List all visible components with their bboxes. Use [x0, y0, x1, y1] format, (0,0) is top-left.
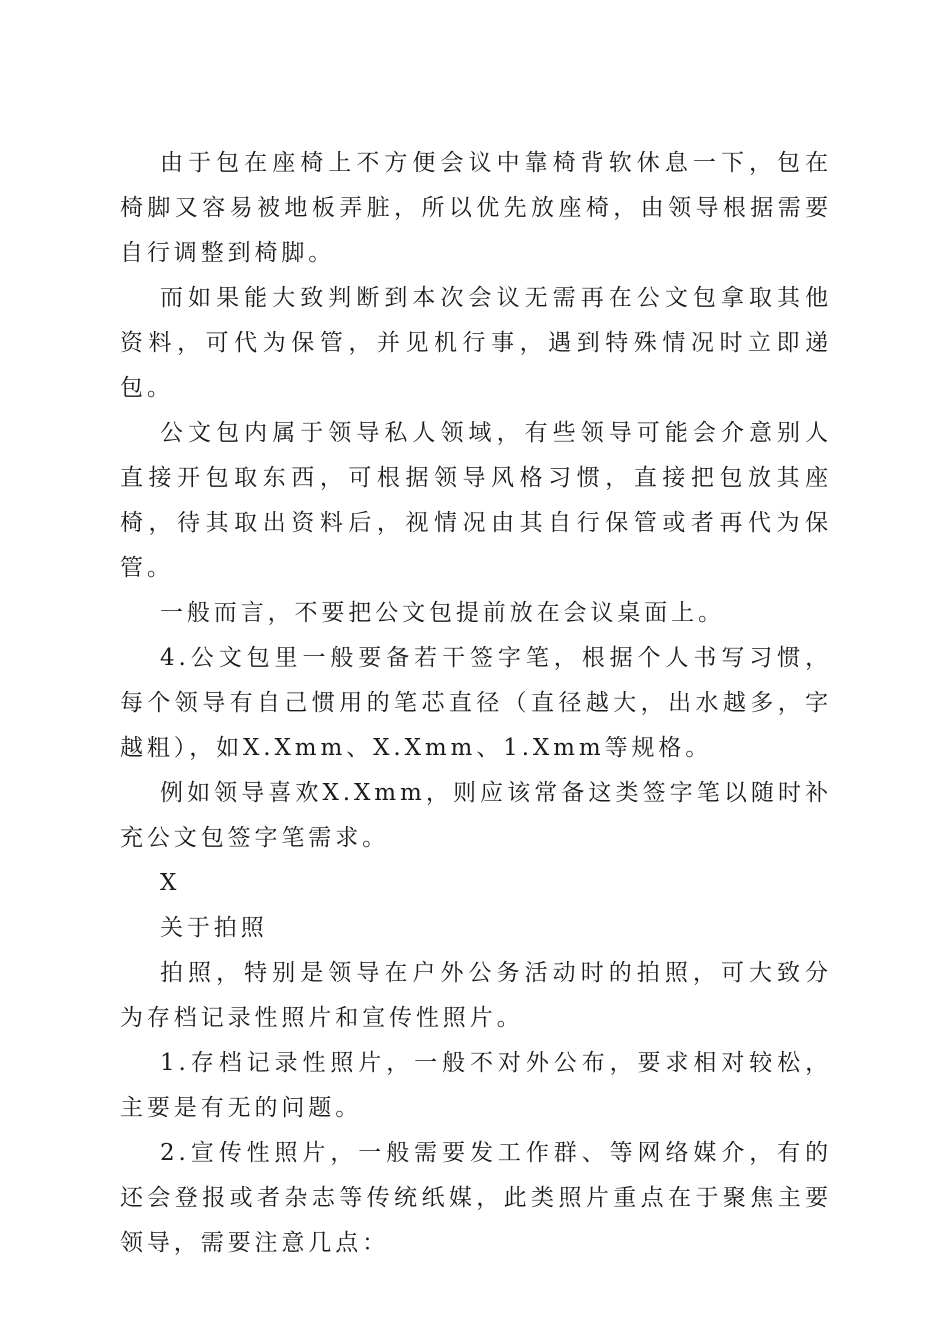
section-heading: 关于拍照	[160, 915, 268, 941]
paragraph-3: 公文包内属于领导私人领域，有些领导可能会介意别人直接开包取东西，可根据领导风格习惯，直接把包放其座椅，待其取出资料后，视情况由其自行保管或者再代为保管。	[120, 420, 832, 581]
paragraph-1: 由于包在座椅上不方便会议中靠椅背软休息一下，包在椅脚又容易被地板弄脏，所以优先放座椅，由领导根据需要自行调整到椅脚。	[120, 150, 832, 266]
paragraph-5: 4.公文包里一般要备若干签字笔，根据个人书写习惯，每个领导有自己惯用的笔芯直径（直径越大，出水越多，字越粗），如X.Xmm、X.Xmm、1.Xmm等规格。	[120, 645, 832, 761]
paragraph-7: 拍照，特别是领导在户外公务活动时的拍照，可大致分为存档记录性照片和宣传性照片。	[120, 960, 832, 1031]
document-body	[120, 141, 832, 1266]
paragraph-8: 1.存档记录性照片，一般不对外公布，要求相对较松，主要是有无的问题。	[120, 1050, 832, 1121]
paragraph-4: 一般而言，不要把公文包提前放在会议桌面上。	[160, 600, 725, 626]
paragraph-9: 2.宣传性照片，一般需要发工作群、等网络媒介，有的还会登报或者杂志等传统纸媒，此类照片重点在于聚焦主要领导，需要注意几点：	[120, 1140, 832, 1256]
paragraph-2: 而如果能大致判断到本次会议无需再在公文包拿取其他资料，可代为保管，并见机行事，遇到特殊情况时立即递包。	[120, 285, 832, 401]
paragraph-6: 例如领导喜欢X.Xmm，则应该常备这类签字笔以随时补充公文包签字笔需求。	[120, 780, 832, 851]
section-marker: X	[160, 870, 181, 896]
